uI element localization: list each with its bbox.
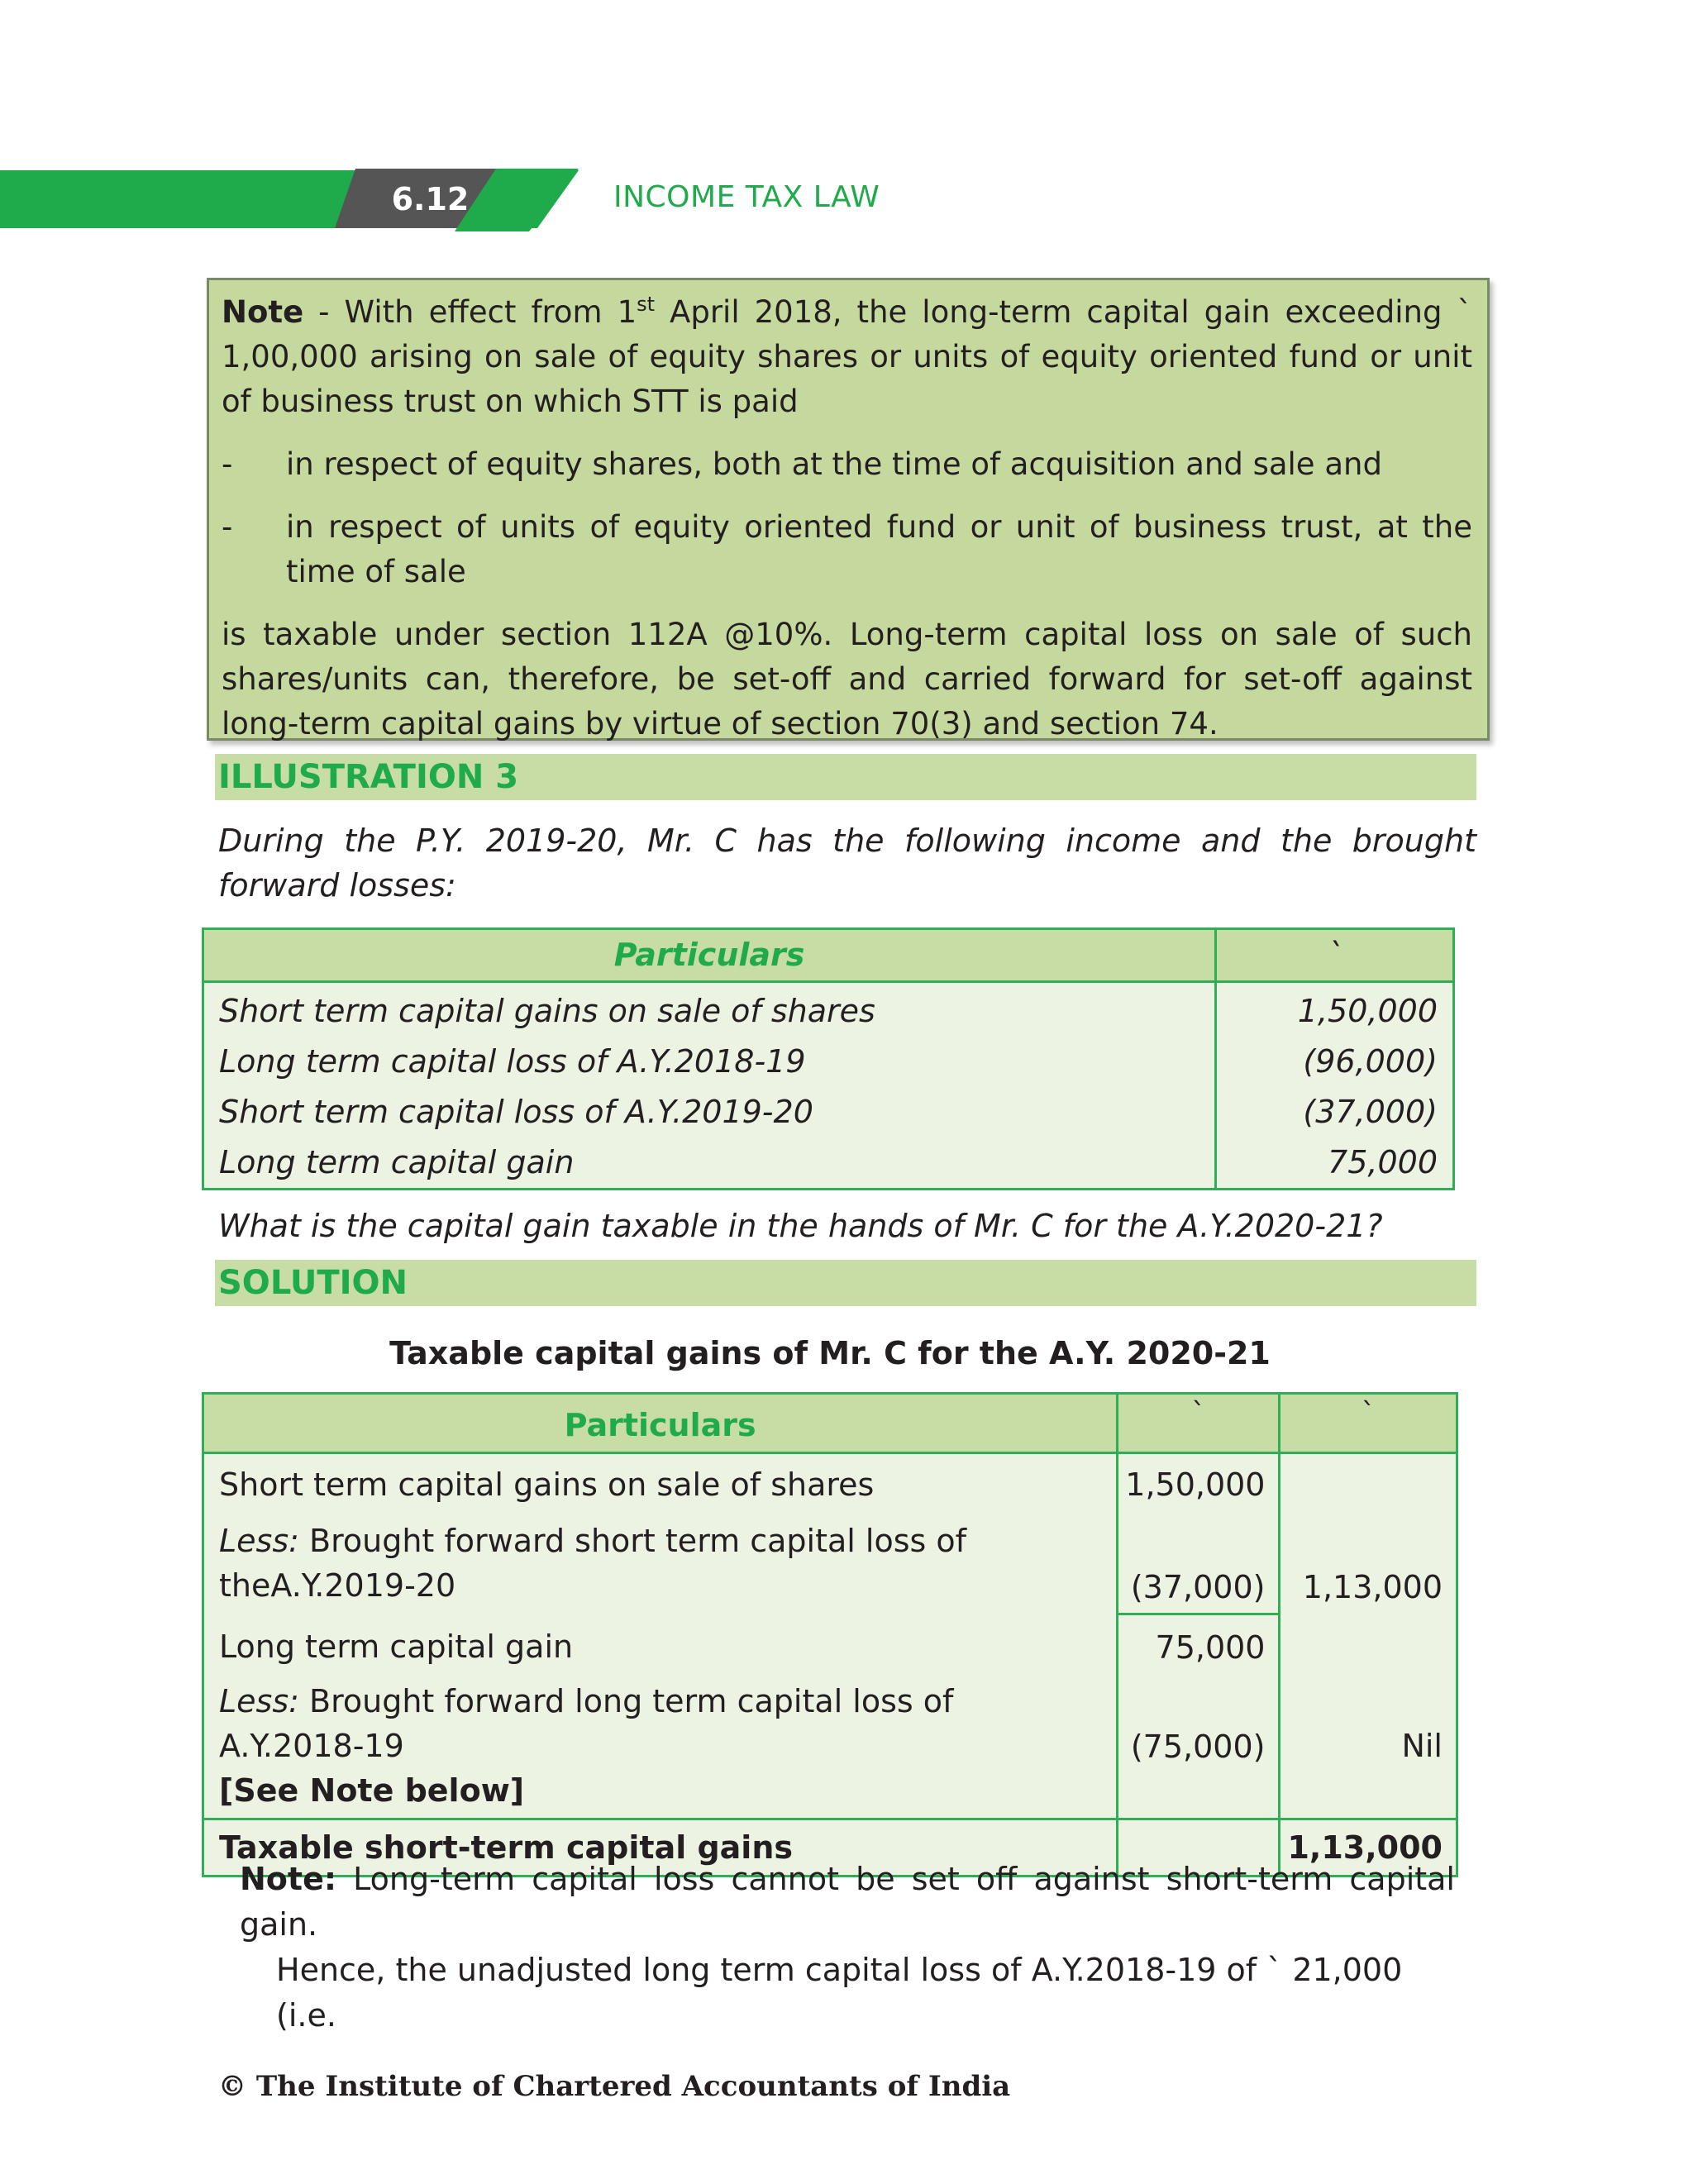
ltcg-label: Long term capital gain (219, 1628, 574, 1665)
solution-note-line2: Hence, the unadjusted long term capital loss of A.Y.2018-19 of ` 21,000 (i.e. (276, 1952, 1403, 2034)
table-row (203, 1453, 1457, 1614)
illustration-table (202, 927, 1455, 1190)
less-ltcl-text: Brought forward long term capital loss of A.Y.2018-19 (219, 1682, 954, 1764)
solution-note (240, 1857, 1455, 2039)
illustration-heading: ILLUSTRATION 3 (215, 754, 1476, 800)
row-particular: Long term capital loss of A.Y.2018-19 (203, 1037, 1216, 1087)
row-particular: Long term capital gain (203, 1137, 1216, 1190)
table-row (203, 1614, 1457, 1819)
solution-note-line1 (240, 1857, 1455, 1948)
note-intro (222, 290, 1472, 424)
solution-table-title: Taxable capital gains of Mr. C for the A.Y. 2020-21 (389, 1335, 1271, 1371)
ltcg-cell (203, 1614, 1118, 1819)
bullet-dash: - (222, 446, 233, 482)
solution-note-text1: Long-term capital loss cannot be set off against short-term capital gain. (240, 1861, 1455, 1943)
less-prefix: Less: (219, 1682, 299, 1719)
note-label: Note (222, 294, 304, 330)
note-intro-a: - With effect from 1 (303, 294, 637, 330)
stcg-cell (203, 1453, 1118, 1614)
table-row (203, 982, 1454, 1037)
ltcg-amount: 75,000 (1155, 1629, 1266, 1666)
total-amount: 1,13,000 (1280, 1819, 1457, 1876)
stcg-amount: 1,50,000 (1125, 1466, 1266, 1503)
net-stcg-cell (1280, 1453, 1457, 1614)
net-ltcg: Nil (1401, 1727, 1443, 1764)
stcg-label: Short term capital gains on sale of shares (219, 1466, 875, 1503)
table-header-row (203, 929, 1454, 982)
row-amount: 1,50,000 (1216, 982, 1454, 1037)
note-bullet (222, 505, 1472, 594)
footer-copyright: © The Institute of Chartered Accountants of India (218, 2070, 1011, 2103)
table-header-row (203, 1394, 1457, 1453)
total-label: Taxable short-term capital gains (203, 1819, 1118, 1876)
running-head: INCOME TAX LAW (613, 180, 880, 214)
header-particulars: Particulars (203, 929, 1216, 982)
row-amount: (37,000) (1216, 1087, 1454, 1137)
table-row (203, 1137, 1454, 1190)
see-note: [See Note below] (219, 1772, 525, 1809)
row-particular: Short term capital gains on sale of shares (203, 982, 1216, 1037)
ltcg-amount-cell (1118, 1614, 1280, 1819)
page-number: 6.12 (391, 181, 470, 217)
less-stcl-amount: (37,000) (1130, 1569, 1266, 1605)
row-particular: Short term capital loss of A.Y.2019-20 (203, 1087, 1216, 1137)
table-row (203, 1087, 1454, 1137)
note-intro-b: April 2018, the long-term capital gain exceeding ` 1,00,000 arising on sale of equity shares or units of equity oriented fund or unit of business trust on which STT is paid (222, 294, 1472, 419)
row-amount: 75,000 (1216, 1137, 1454, 1190)
net-ltcg-cell (1280, 1614, 1457, 1819)
illustration-question: What is the capital gain taxable in the hands of Mr. C for the A.Y.2020-21? (218, 1208, 1383, 1244)
illustration-question-intro: During the P.Y. 2019-20, Mr. C has the following income and the brought forward losses: (218, 823, 1476, 904)
note-box (207, 278, 1490, 741)
note-closing: is taxable under section 112A @10%. Long-term capital loss on sale of such shares/units can, therefore, be set-off and carried forward for set-off against long-term capital gains by virtue of section 70(3) and section 74. (222, 617, 1472, 742)
solution-heading: SOLUTION (215, 1260, 1476, 1306)
bullet-text: in respect of equity shares, both at the time of acquisition and sale and (286, 446, 1382, 482)
stcg-amount-cell (1118, 1453, 1280, 1614)
header-currency: ` (1118, 1394, 1280, 1453)
solution-table (202, 1392, 1458, 1877)
note-intro-sup: st (637, 293, 656, 316)
less-prefix: Less: (219, 1523, 299, 1559)
less-stcl (219, 1519, 1101, 1608)
header-currency: ` (1280, 1394, 1457, 1453)
solution-note-label: Note: (240, 1861, 337, 1897)
bullet-dash: - (222, 509, 233, 545)
less-ltcl-amount: (75,000) (1130, 1729, 1266, 1765)
table-row (203, 1037, 1454, 1087)
less-stcl-text: Brought forward short term capital loss of theA.Y.2019-20 (219, 1523, 967, 1604)
less-ltcl (219, 1679, 1101, 1768)
header-currency: ` (1216, 929, 1454, 982)
bullet-text: in respect of units of equity oriented fund or unit of business trust, at the time of sale (286, 509, 1472, 589)
row-amount: (96,000) (1216, 1037, 1454, 1087)
header-band (0, 162, 579, 231)
header-particulars: Particulars (203, 1394, 1118, 1453)
net-stcg: 1,13,000 (1302, 1569, 1443, 1605)
note-bullet (222, 442, 1472, 487)
